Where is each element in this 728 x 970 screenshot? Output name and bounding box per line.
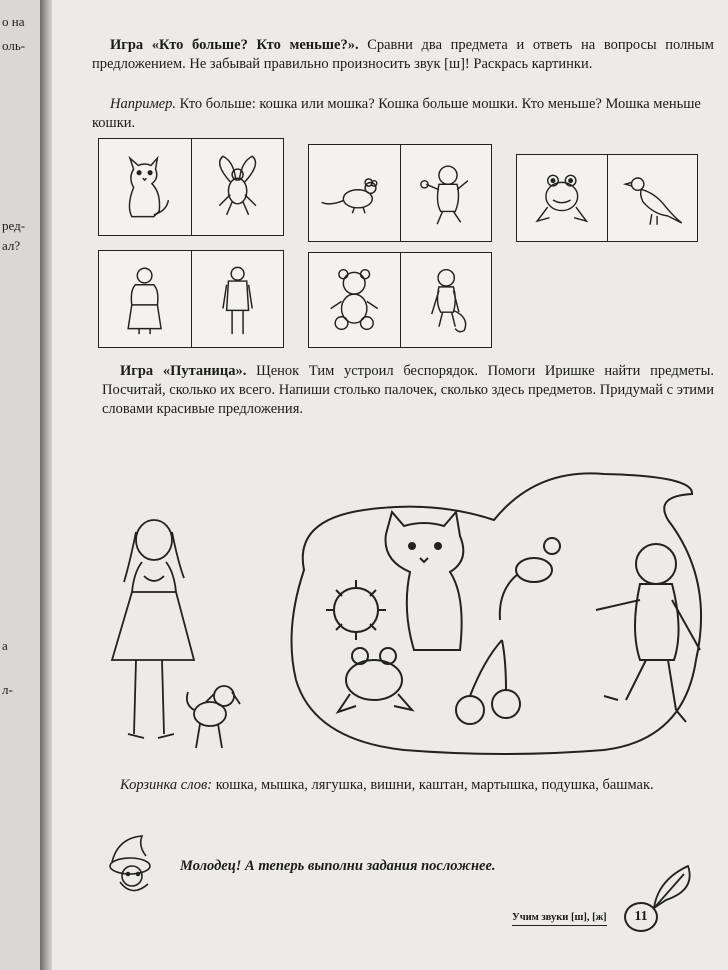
picture-pair-mouse-baby [308,144,492,242]
left-fragment: а [2,638,8,653]
task2-instruction [102,362,714,419]
footer-title: Учим звуки [ш], [ж] [512,912,607,926]
picture-pair-grandparents [98,250,284,348]
leaf-decoration [648,860,698,910]
mess-bubble-illustration [274,460,714,760]
picture-pair-frog-bird [516,154,698,242]
monkey-picture [401,253,492,347]
girl-and-puppy-illustration [102,512,242,760]
basket-words: кошка, мышка, лягушка, вишни, каштан, мартышка, подушка, башмак. [215,777,654,793]
word-basket [102,776,714,795]
task1-example [92,95,714,133]
page-number: 11 [624,902,658,932]
grandfather-picture [192,251,284,347]
mouse-picture [309,145,401,241]
teddy-bear-picture [309,253,401,347]
gnome-illustration [98,832,168,898]
left-fragment: ал? [2,238,21,253]
bird-picture [608,155,698,241]
workbook-page [52,0,728,970]
fly-picture [192,139,284,235]
baby-picture [401,145,492,241]
picture-pair-cat-fly [98,138,284,236]
frog-picture [517,155,608,241]
basket-label: Корзинка слов: [120,777,213,793]
left-fragment: л- [2,682,13,697]
example-text: Кто больше: кошка или мошка? Кошка больше мошки. Кто меньше? Мошка меньше кошки. [92,96,701,131]
left-fragment: оль- [2,38,26,53]
task2-text: Щенок Тим устроил беспорядок. Помоги Иришке найти предметы. Посчитай, сколько их всего. Напиши столько палочек, сколько здесь предметов. Придумай с этими словами красивые предложения. [102,363,715,417]
task1-title: Игра «Кто больше? Кто меньше?». [110,37,359,53]
praise-text: Молодец! А теперь выполни задания посложнее. [180,858,496,874]
left-fragment: ред- [2,218,26,233]
picture-pair-bear-monkey [308,252,492,348]
cat-picture [99,139,192,235]
task1-instruction [92,36,714,74]
example-label: Например. [110,96,177,112]
task1-text: Сравни два предмета и ответь на вопросы полным предложением. Не забывай правильно произносить звук [ш]! Раскрась картинки. [92,37,714,72]
left-fragment: о на [2,14,25,29]
task2-title: Игра «Путаница». [120,363,247,379]
grandmother-picture [99,251,192,347]
